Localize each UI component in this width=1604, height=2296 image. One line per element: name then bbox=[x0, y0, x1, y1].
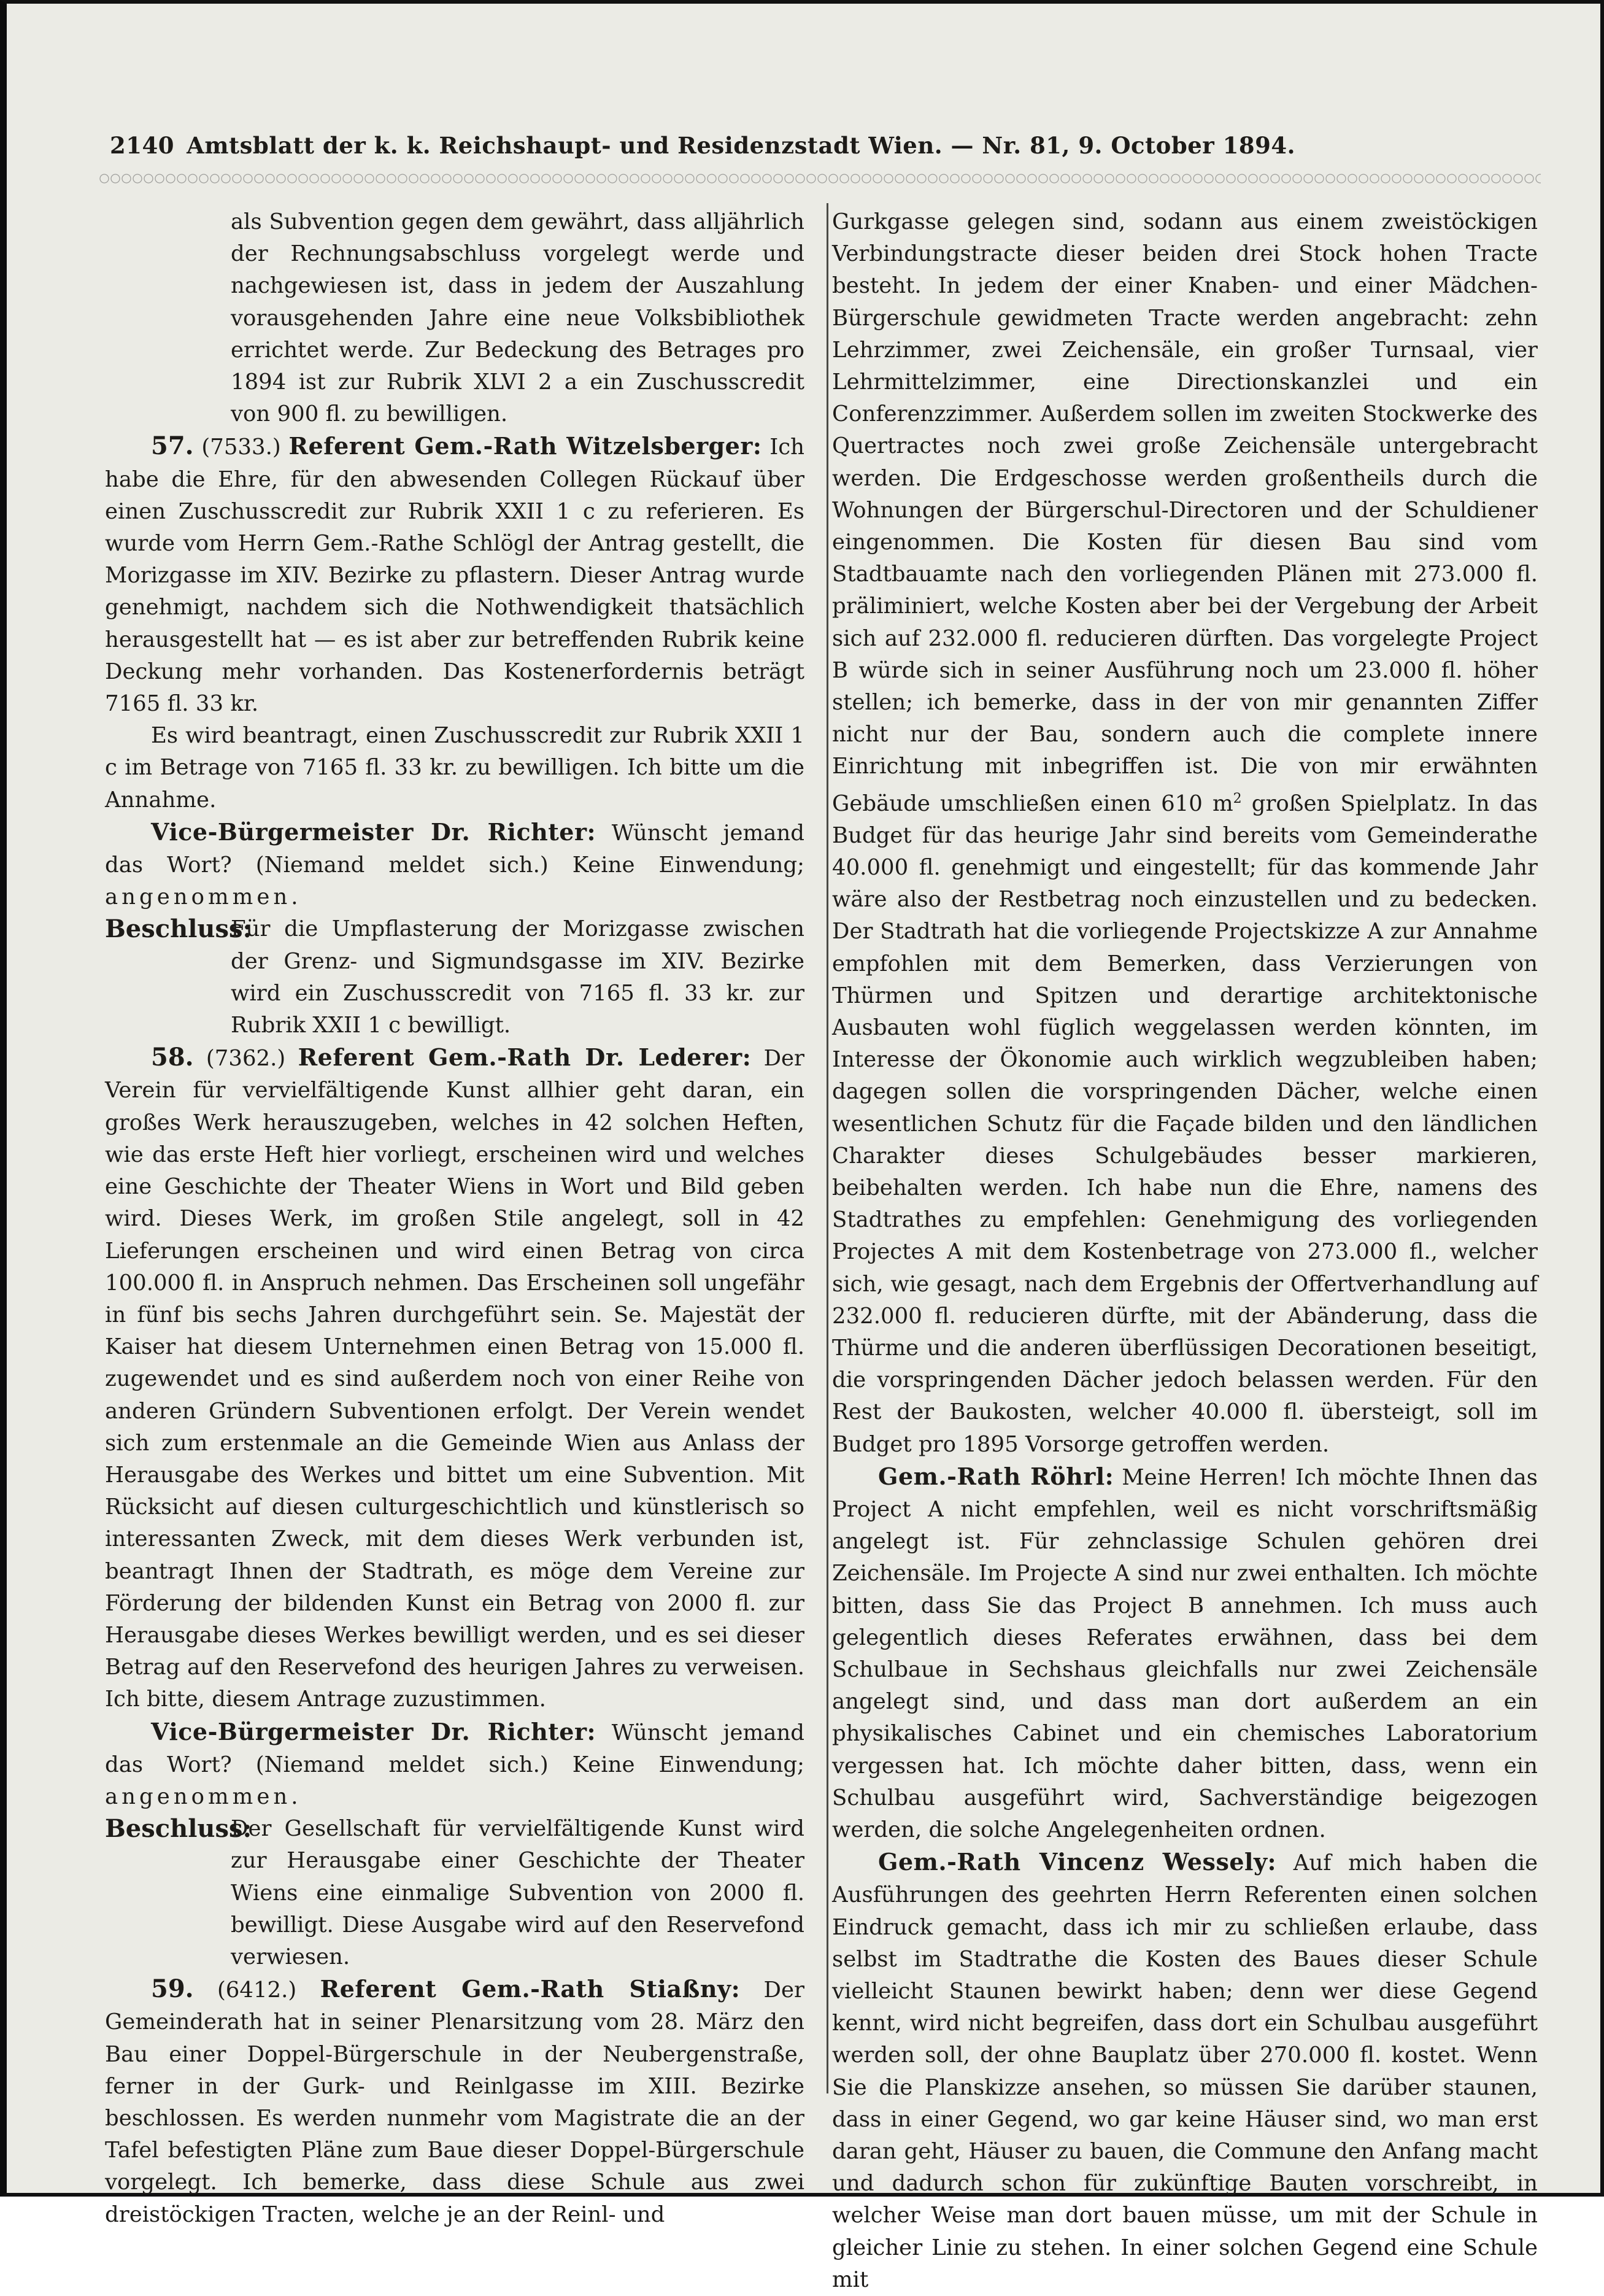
paragraph-text-part-1: Gurkgasse gelegen sind, sodann aus einem zweistöckigen Verbindungstracte dieser beiden drei Stock hohen Tracte besteht. In jedem der einer Knaben- und einer Mädchen-Bürgerschule gewidmeten Tracte werden angebracht: zehn Lehrzimmer, zwei Zeichensäle, ein großer Turnsaal, vier Lehrmittelzimmer, eine Directionskanzlei und ein Conferenzzimmer. Außerdem sollen im zweiten Stockwerke des Quertractes noch zwei große Zeichensäle untergebracht werden. Die Erdgeschosse werden großentheils durch die Wohnungen der Bürgerschul-Directoren und der Schuldiener eingenommen. Die Kosten für diesen Bau sind vom Stadtbauamte nach den vorliegenden Plänen mit 273.000 fl. präliminiert, welche Kosten aber bei der Vergebung der Arbeit sich auf 232.000 fl. reducieren dürften. Das vorgelegte Project B würde sich in seiner Ausführung noch um 23.000 fl. höher stellen; ich bemerke, dass in der von mir genannten Ziffer nicht nur der Bau, sondern auch die complete innere Einrichtung mit inbegriffen ist. Die von mir erwähnten Gebäude umschließen einen 610 m bbox=[832, 209, 1538, 816]
page-number: 2140 bbox=[110, 132, 174, 159]
speaker-name: Referent Gem.-Rath Dr. Lederer: bbox=[298, 1043, 752, 1072]
file-number: (7362.) bbox=[206, 1046, 286, 1072]
speaker-name: Referent Gem.-Rath Stiaßny: bbox=[320, 1975, 741, 2003]
decorative-header-rule bbox=[99, 173, 1541, 184]
speaker-name: Vice-Bürgermeister Dr. Richter: bbox=[151, 818, 596, 846]
speaker-name: Referent Gem.-Rath Witzelsberger: bbox=[288, 432, 762, 460]
verdict: angenommen. bbox=[105, 884, 302, 910]
speaker-name: Vice-Bürgermeister Dr. Richter: bbox=[151, 1717, 596, 1745]
paragraph-continuation bbox=[832, 206, 1538, 1461]
speaker-name: Gem.-Rath Vincenz Wessely: bbox=[878, 1848, 1277, 1876]
resolution-label: Beschluss: bbox=[105, 1814, 252, 1844]
column-divider bbox=[827, 203, 828, 2093]
speech-text: Auf mich haben die Ausführungen des geehrten Herrn Referenten einen solchen Eindruck gemacht, dass ich mir zu schließen erlaube, dass selbst im Stadtrathe die Kosten des Baues dieser Schule vielleicht Staunen bewirkt haben; denn wer diese Gegend kennt, wird nicht begreifen, dass dort ein Schulbau ausgeführt werden soll, der ohne Bauplatz über 270.000 fl. kostet. Wenn Sie die Planskizze ansehen, so müssen Sie darüber staunen, dass in einer Gegend, wo gar keine Häuser sind, wo man erst daran geht, Häuser zu bauen, die Commune den Anfang macht und dadurch schon für zukünftige Bauten vorschreibt, in welcher Weise man dort bauen müsse, um mit der Schule in gleicher Linie zu stehen. In einer solchen Gegend eine Schule mit bbox=[832, 1850, 1538, 2292]
left-column bbox=[105, 206, 804, 2231]
file-number: (6412.) bbox=[217, 1977, 297, 2003]
speech-wessely bbox=[832, 1846, 1538, 2296]
item-number: 57. bbox=[151, 431, 194, 461]
right-column bbox=[832, 206, 1538, 2296]
speech-text: Wünscht jemand das Wort? (Niemand meldet sich.) Keine Einwendung; bbox=[105, 1720, 804, 1777]
agenda-item-58 bbox=[105, 1042, 804, 1715]
resolution-block bbox=[105, 1813, 804, 1973]
speech-text: Der Verein für vervielfältigende Kunst allhier geht daran, ein großes Werk herauszugeben, welches in 42 solchen Heften, wie das erste Heft hier vorliegt, erscheinen wird und welches eine Geschichte der Theater Wiens in Wort und Bild geben wird. Dieses Werk, im großen Stile angelegt, soll in 42 Lieferungen erscheinen und wird einen Betrag von circa 100.000 fl. in Anspruch nehmen. Das Erscheinen soll ungefähr in fünf bis sechs Jahren durchgeführt sein. Se. Majestät der Kaiser hat diesem Unternehmen einen Betrag von 15.000 fl. zugewendet und es sind außerdem noch von einer Reihe von anderen Gründern Subventionen erfolgt. Der Verein wendet sich zum erstenmale an die Gemeinde Wien aus Anlass der Herausgabe des Werkes und bittet um eine Subvention. Mit Rücksicht auf diesen culturgeschichtlich und künstlerisch so interessanten Zweck, mit dem dieses Werk verbunden ist, beantragt Ihnen der Stadtrath, es möge dem Vereine zur Förderung der bildenden Kunst ein Betrag von 2000 fl. zur Herausgabe dieses Werkes bewilligt werden, und es sei dieser Betrag auf den Reservefond des heurigen Jahres zu verweisen. Ich bitte, diesem Antrage zuzustimmen. bbox=[105, 1046, 805, 1712]
chair-remark bbox=[105, 816, 804, 914]
resolution-text: Der Gesellschaft für vervielfältigende Kunst wird zur Herausgabe einer Geschichte der Theater Wiens eine einmalige Subvention von 2000 fl. bewilligt. Diese Ausgabe wird auf den Reservefond verwiesen. bbox=[231, 1816, 804, 1969]
paragraph-continuation: als Subvention gegen dem gewährt, dass alljährlich der Rechnungsabschluss vorgelegt werde und nachgewiesen ist, dass in jedem der Auszahlung vorausgehenden Jahre eine neue Volksbibliothek errichtet werde. Zur Bedeckung des Betrages pro 1894 ist zur Rubrik XLVI 2 a ein Zuschusscredit von 900 fl. zu bewilligen. bbox=[231, 209, 804, 427]
agenda-item-57 bbox=[105, 430, 804, 720]
running-title: Amtsblatt der k. k. Reichshaupt- und Residenzstadt Wien. — Nr. 81, 9. October 1894. bbox=[187, 132, 1295, 159]
resolution-block bbox=[105, 913, 804, 1042]
verdict: angenommen. bbox=[105, 1784, 302, 1809]
speech-text: Der Gemeinderath hat in seiner Plenarsitzung vom 28. März den Bau einer Doppel-Bürgerschule in der Neubergenstraße, ferner in der Gurk- und Reinlgasse im XIII. Bezirke beschlossen. Es werden nunmehr vom Magistrate die an der Tafel befestigten Pläne zum Baue dieser Doppel-Bürgerschule vorgelegt. Ich bemerke, dass diese Schule aus zwei dreistöckigen Tracten, welche je an der Reinl- und bbox=[105, 1977, 804, 2227]
page-header bbox=[99, 123, 1295, 166]
item-number: 58. bbox=[151, 1043, 194, 1072]
speech-roehrl bbox=[832, 1461, 1538, 1846]
speech-text: Meine Herren! Ich möchte Ihnen das Project A nicht empfehlen, weil es nicht vorschriftsmäßig angelegt ist. Für zehnclassige Schulen gehören drei Zeichensäle. Im Projecte A sind nur zwei enthalten. Ich möchte bitten, dass Sie das Project B annehmen. Ich muss auch gelegentlich dieses Referates erwähnen, dass bei dem Schulbaue in Sechshaus gleichfalls nur zwei Zeichensäle angelegt sind, und dass man dort außerdem an ein physikalisches Cabinet und ein chemisches Laboratorium vergessen hat. Ich möchte daher bitten, dass, wenn ein Schulbau ausgeführt wird, Sachverständige beigezogen werden, die solche Angelegenheiten ordnen. bbox=[832, 1464, 1538, 1842]
agenda-item-59 bbox=[105, 1973, 804, 2231]
speech-text: Wünscht jemand das Wort? (Niemand meldet sich.) Keine Einwendung; bbox=[105, 820, 804, 878]
chair-remark bbox=[105, 1716, 804, 1814]
speaker-name: Gem.-Rath Röhrl: bbox=[878, 1462, 1114, 1490]
file-number: (7533.) bbox=[201, 435, 281, 460]
paragraph-text-part-2: großen Spielplatz. In das Budget für das heurige Jahr sind bereits vom Gemeinderathe 40.000 fl. genehmigt und eingestellt; für das kommende Jahr wäre also der Restbetrag noch einzustellen und zu bedecken. Der Stadtrath hat die vorliegende Projectskizze A zur Annahme empfohlen mit dem Bemerken, dass Verzierungen von Thürmen und Spitzen und derartige architektonische Ausbauten wohl füglich weggelassen werden könnten, im Interesse der Ökonomie auch wirklich wegzubleiben haben; dagegen sollen die vorspringenden Dächer, welche einen wesentlichen Schutz für die Façade bilden und den ländlichen Charakter dieses Schulgebäudes besser markieren, beibehalten werden. Ich habe nun die Ehre, namens des Stadtrathes zu empfehlen: Genehmigung des vorliegenden Projectes A mit dem Kostenbetrage von 273.000 fl., welcher sich, wie gesagt, nach dem Ergebnis der Offertverhandlung auf 232.000 fl. reducieren dürfte, mit der Abänderung, dass die Thürme und die anderen überflüssigen Decorationen beseitigt, die vorspringenden Dächer jedoch belassen werden. Für den Rest der Baukosten, welcher 40.000 fl. übersteigt, soll im Budget pro 1895 Vorsorge getroffen werden. bbox=[832, 790, 1538, 1457]
motion-text: Es wird beantragt, einen Zuschusscredit zur Rubrik XXII 1 c im Betrage von 7165 fl. 33 kr. zu bewilligen. Ich bitte um die Annahme. bbox=[105, 723, 804, 813]
resolution-text: Für die Umpflasterung der Morizgasse zwischen der Grenz- und Sigmundsgasse im XIV. Bezirke wird ein Zuschusscredit von 7165 fl. 33 kr. zur Rubrik XXII 1 c bewilligt. bbox=[231, 916, 804, 1038]
superscript: 2 bbox=[1233, 790, 1242, 806]
speech-text: Ich habe die Ehre, für den abwesenden Collegen Rückauf über einen Zuschusscredit zur Rubrik XXII 1 c zu referieren. Es wurde vom Herrn Gem.-Rathe Schlögl der Antrag gestellt, die Morizgasse im XIV. Bezirke zu pflastern. Dieser Antrag wurde genehmigt, nachdem sich die Nothwendigkeit thatsächlich herausgestellt hat — es ist aber zur betreffenden Rubrik keine Deckung mehr vorhanden. Das Kostenerfordernis beträgt 7165 fl. 33 kr. bbox=[105, 435, 804, 717]
resolution-label: Beschluss: bbox=[105, 914, 252, 944]
item-number: 59. bbox=[151, 1974, 194, 2004]
